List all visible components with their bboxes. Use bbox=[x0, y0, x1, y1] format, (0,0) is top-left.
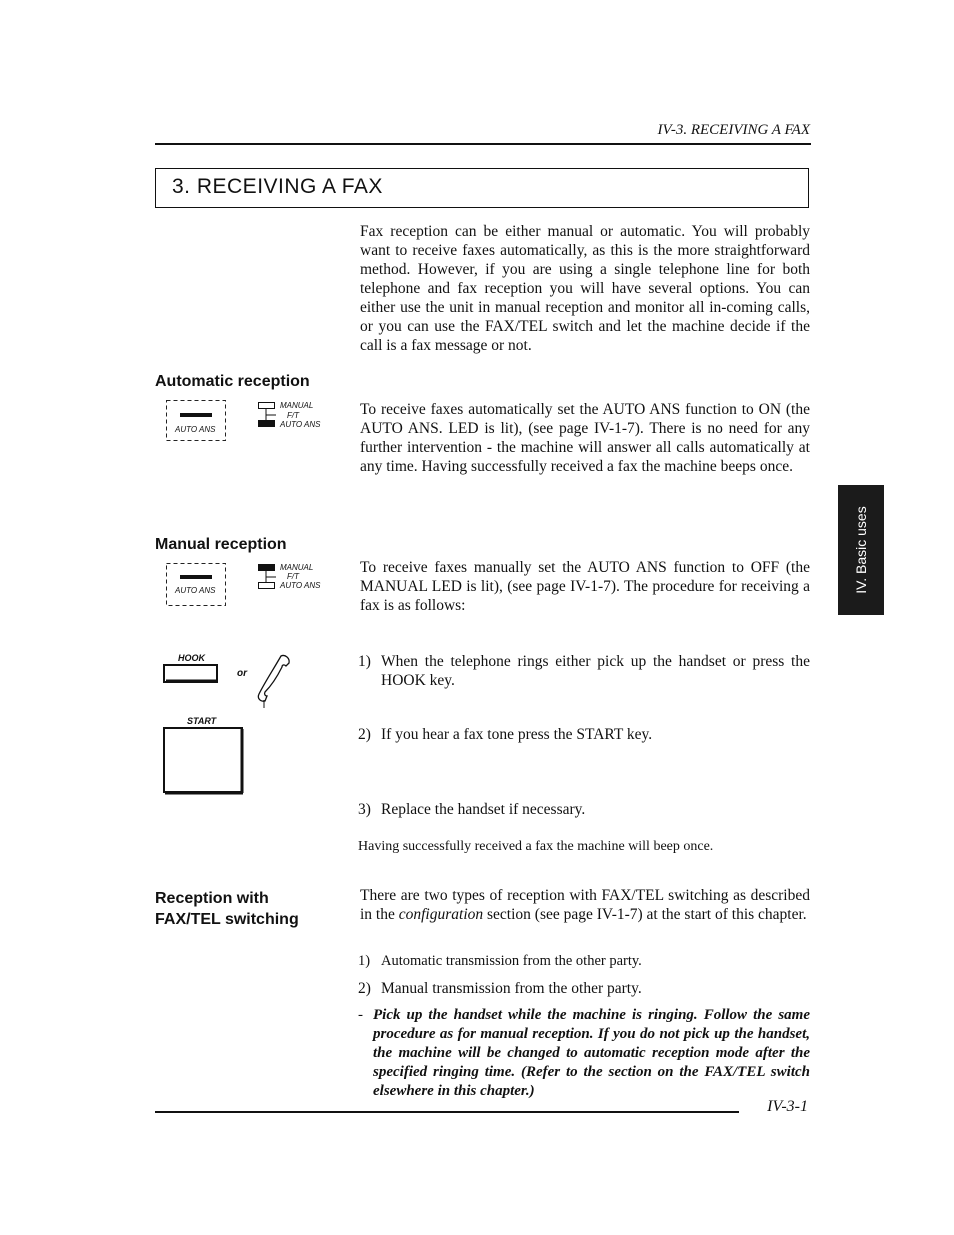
faxtel-intro-text: There are two types of reception with FAX/TEL switching as described in the bbox=[360, 887, 810, 923]
manual-step-1 bbox=[358, 652, 810, 690]
faxtel-heading-line-1: Reception with bbox=[155, 890, 269, 907]
item-number: 1) bbox=[358, 953, 371, 969]
handset-icon bbox=[255, 652, 295, 708]
step-text: When the telephone rings either pick up the handset or press the HOOK key. bbox=[381, 653, 810, 689]
running-header: IV-3. RECEIVING A FAX bbox=[657, 122, 810, 138]
item-text: Automatic transmission from the other party. bbox=[381, 953, 642, 969]
mode-led-icon bbox=[258, 400, 328, 434]
faxtel-item-1 bbox=[358, 952, 810, 972]
faxtel-item-2 bbox=[358, 979, 810, 999]
section-title-box bbox=[155, 168, 809, 208]
step-number: 3) bbox=[358, 801, 371, 818]
mode-label-manual: MANUAL bbox=[280, 401, 314, 410]
step-text: Replace the handset if necessary. bbox=[381, 801, 586, 818]
mode-label-ft: F/T bbox=[287, 411, 299, 420]
start-key-label: START bbox=[187, 716, 217, 726]
header-rule bbox=[155, 143, 811, 145]
item-text: Manual transmission from the other party. bbox=[381, 980, 642, 997]
page-number: IV-3-1 bbox=[767, 1098, 808, 1115]
chapter-side-tab bbox=[838, 485, 884, 615]
step-number: 2) bbox=[358, 726, 371, 743]
section-title: 3. RECEIVING A FAX bbox=[172, 175, 383, 198]
faxtel-intro-text-end: section (see page IV-1-7) at the start of this chapter. bbox=[483, 906, 807, 923]
faxtel-note bbox=[358, 1006, 810, 1102]
manual-mode-label-auto-ans: AUTO ANS bbox=[280, 581, 321, 590]
intro-paragraph: Fax reception can be either manual or automatic. You will probably want to receive faxes automatically, as this is the more straightforward method. However, if you are using a single telephone line for both telephone and fax reception you will have several options. You can either use the unit in manual reception and monitor all in-coming calls, or you can use the FAX/TEL switch and let the machine decide if the call is a fax message or not. bbox=[360, 223, 810, 354]
manual-switch-label: AUTO ANS bbox=[175, 586, 216, 595]
manual-step-2 bbox=[358, 725, 810, 745]
configuration-term: configuration bbox=[398, 906, 484, 923]
hook-key-label: HOOK bbox=[178, 653, 205, 663]
chapter-side-tab-label: IV. Basic uses bbox=[853, 506, 869, 594]
faxtel-heading bbox=[155, 888, 299, 930]
manual-reception-heading: Manual reception bbox=[155, 536, 287, 553]
faxtel-intro-paragraph bbox=[360, 886, 810, 924]
step-number: 1) bbox=[358, 653, 371, 670]
manual-closing-text: Having successfully received a fax the machine will beep once. bbox=[358, 839, 714, 854]
manual-mode-led-icon bbox=[258, 562, 328, 596]
automatic-reception-heading: Automatic reception bbox=[155, 373, 310, 390]
footer-rule bbox=[155, 1111, 739, 1113]
start-key-icon bbox=[163, 727, 245, 795]
faxtel-heading-line-2: FAX/TEL switching bbox=[155, 911, 299, 928]
item-number: 2) bbox=[358, 980, 371, 997]
automatic-reception-text: To receive faxes automatically set the AUTO ANS function to ON (the AUTO ANS. LED is lit), (see page IV-1-7). There is no need for any further intervention - the machine will answer all calls automatically at any time. Having successfully received a fax the machine beeps once. bbox=[360, 401, 810, 475]
note-text: Pick up the handset while the machine is ringing. Follow the same procedure as for manual reception. If you do not pick up the handset, the machine will be changed to automatic reception mode after the specified ringing time. (Refer to the section on the FAX/TEL switch elsewhere in this chapter.) bbox=[373, 1007, 810, 1099]
or-label: or bbox=[237, 668, 247, 679]
note-dash: - bbox=[358, 1007, 363, 1023]
auto-ans-switch-icon bbox=[166, 400, 226, 442]
manual-mode-label-ft: F/T bbox=[287, 572, 299, 581]
manual-reception-text: To receive faxes manually set the AUTO ANS function to OFF (the MANUAL LED is lit), (see page IV-1-7). The procedure for receiving a fax is as follows: bbox=[360, 559, 810, 614]
manual-mode-label-manual: MANUAL bbox=[280, 563, 314, 572]
mode-label-auto-ans: AUTO ANS bbox=[280, 420, 321, 429]
manual-switch-icon bbox=[166, 563, 226, 607]
step-text: If you hear a fax tone press the START key. bbox=[381, 726, 653, 743]
hook-key-icon bbox=[163, 664, 219, 684]
auto-ans-switch-label: AUTO ANS bbox=[175, 425, 216, 434]
manual-step-3 bbox=[358, 800, 810, 820]
